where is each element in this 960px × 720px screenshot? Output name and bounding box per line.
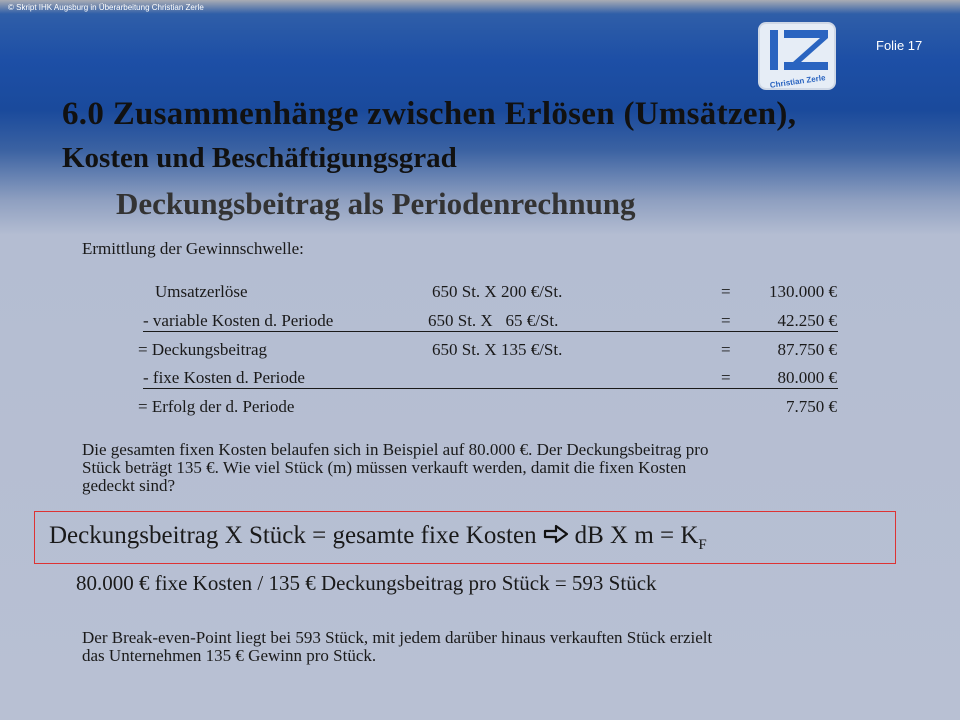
calc-label: = Deckungsbeitrag <box>138 340 268 359</box>
calc-amount: 87.750 € <box>777 340 837 359</box>
calc-row <box>0 397 960 421</box>
calc-amount: 80.000 € <box>777 368 837 387</box>
calc-label: = Erfolg der d. Periode <box>138 397 295 416</box>
intro-text: Ermittlung der Gewinnschwelle: <box>82 239 304 258</box>
page-title-line2: Kosten und Beschäftigungsgrad <box>62 142 457 174</box>
underline <box>143 331 838 332</box>
slide-number: Folie 17 <box>876 38 923 53</box>
formula <box>49 522 707 554</box>
logo-mark-icon <box>760 24 838 92</box>
calc-equals: = <box>721 340 731 359</box>
paragraph-line: Der Break-even-Point liegt bei 593 Stück, mit jedem darüber hinaus verkauften Stück erzielt <box>82 628 713 647</box>
conclusion-paragraph <box>82 629 932 665</box>
calc-equals: = <box>721 368 731 387</box>
calc-equals: = <box>721 282 731 301</box>
paragraph-line: Stück beträgt 135 €. Wie viel Stück (m) müssen verkauft werden, damit die fixen Kosten <box>82 458 687 477</box>
calc-label: - fixe Kosten d. Periode <box>143 368 305 387</box>
page-title: 6.0 Zusammenhänge zwischen Erlösen (Umsätzen), <box>62 96 797 132</box>
paragraph-line: Die gesamten fixen Kosten belaufen sich in Beispiel auf 80.000 €. Der Deckungsbeitrag pro <box>82 440 709 459</box>
calc-formula: 650 St. X 65 €/St. <box>428 311 559 330</box>
calc-row <box>0 368 960 392</box>
calc-amount: 7.750 € <box>786 397 837 416</box>
calc-amount: 130.000 € <box>769 282 837 301</box>
formula-left: Deckungsbeitrag X Stück = gesamte fixe Kosten <box>49 522 537 549</box>
logo-text: Christian Zerle <box>769 73 827 90</box>
formula-right: dB X m = K <box>574 522 699 549</box>
arrow-right-icon <box>543 523 569 551</box>
calc-formula: 650 St. X 135 €/St. <box>432 340 563 359</box>
calc-row <box>0 340 960 364</box>
paragraph-line: gedeckt sind? <box>82 476 175 495</box>
calc-row <box>0 311 960 335</box>
formula-box <box>34 511 896 564</box>
calc-label: Umsatzerlöse <box>155 282 248 301</box>
calc-formula: 650 St. X 200 €/St. <box>432 282 563 301</box>
logo <box>758 22 836 90</box>
calc-row <box>0 282 960 306</box>
page-subtitle: Deckungsbeitrag als Periodenrechnung <box>116 186 636 221</box>
question-paragraph <box>82 441 932 495</box>
formula-subscript: F <box>698 537 707 553</box>
copyright-notice: © Skript IHK Augsburg in Überarbeitung Christian Zerle <box>8 3 204 12</box>
paragraph-line: das Unternehmen 135 € Gewinn pro Stück. <box>82 646 377 665</box>
underline <box>143 388 838 389</box>
calc-equals: = <box>721 311 731 330</box>
calc-label: - variable Kosten d. Periode <box>143 311 334 330</box>
result-line: 80.000 € fixe Kosten / 135 € Deckungsbeitrag pro Stück = 593 Stück <box>76 571 657 595</box>
calc-amount: 42.250 € <box>777 311 837 330</box>
